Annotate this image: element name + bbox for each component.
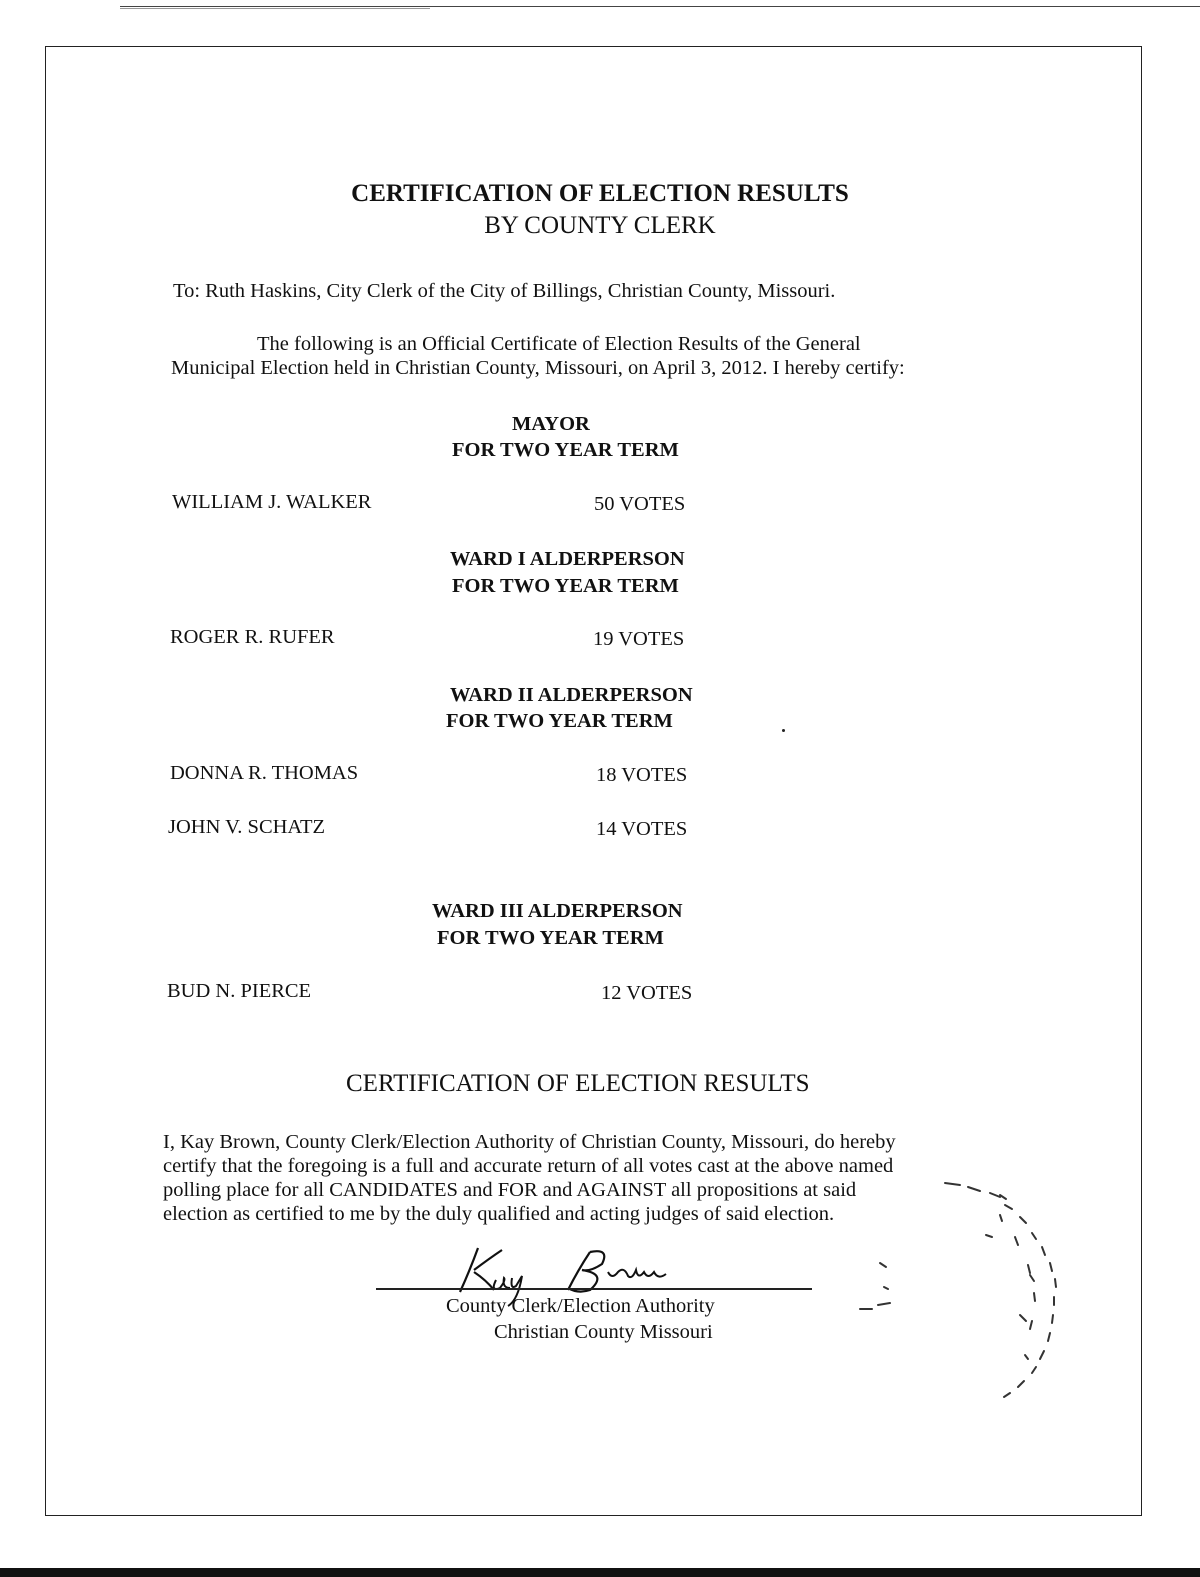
- certification-heading: CERTIFICATION OF ELECTION RESULTS: [346, 1070, 810, 1097]
- race-office-ward-2: WARD II ALDERPERSON: [450, 684, 693, 706]
- scan-edge-top: [120, 6, 1200, 7]
- certification-line-1: I, Kay Brown, County Clerk/Election Authority of Christian County, Missouri, do hereby: [163, 1131, 896, 1153]
- candidate-name: DONNA R. THOMAS: [170, 762, 359, 784]
- race-term-ward-2: FOR TWO YEAR TERM: [446, 710, 673, 732]
- certification-line-3: polling place for all CANDIDATES and FOR and AGAINST all propositions at said: [163, 1179, 857, 1201]
- race-term-ward-1: FOR TWO YEAR TERM: [452, 575, 679, 597]
- candidate-votes: 14 VOTES: [596, 818, 688, 840]
- race-office-mayor: MAYOR: [512, 413, 590, 435]
- scan-edge-top-mark: [120, 8, 430, 9]
- candidate-votes: 12 VOTES: [601, 982, 693, 1004]
- certification-line-2: certify that the foregoing is a full and accurate return of all votes cast at the above named: [163, 1155, 894, 1177]
- candidate-name: JOHN V. SCHATZ: [168, 816, 326, 838]
- candidate-name: WILLIAM J. WALKER: [172, 491, 372, 513]
- embossed-seal: [850, 1175, 1110, 1415]
- race-office-ward-1: WARD I ALDERPERSON: [450, 548, 685, 570]
- document-subtitle: BY COUNTY CLERK: [484, 212, 716, 239]
- intro-line-1: The following is an Official Certificate of Election Results of the General: [257, 333, 861, 355]
- candidate-votes: 18 VOTES: [596, 764, 688, 786]
- signer-title-line-2: Christian County Missouri: [494, 1321, 713, 1343]
- document-title: CERTIFICATION OF ELECTION RESULTS: [351, 180, 849, 207]
- addressee-line: To: Ruth Haskins, City Clerk of the City of Billings, Christian County, Missouri.: [173, 280, 836, 302]
- race-office-ward-3: WARD III ALDERPERSON: [432, 900, 683, 922]
- signature-line: [376, 1288, 812, 1290]
- race-term-mayor: FOR TWO YEAR TERM: [452, 439, 679, 461]
- candidate-votes: 19 VOTES: [593, 628, 685, 650]
- candidate-votes: 50 VOTES: [594, 493, 686, 515]
- speck: [782, 729, 785, 732]
- candidate-name: BUD N. PIERCE: [167, 980, 312, 1002]
- race-term-ward-3: FOR TWO YEAR TERM: [437, 927, 664, 949]
- scan-edge-bottom: [0, 1568, 1200, 1577]
- intro-line-2: Municipal Election held in Christian County, Missouri, on April 3, 2012. I hereby certify:: [171, 357, 905, 379]
- signer-title-line-1: County Clerk/Election Authority: [446, 1295, 715, 1317]
- candidate-name: ROGER R. RUFER: [170, 626, 335, 648]
- certification-line-4: election as certified to me by the duly qualified and acting judges of said election.: [163, 1203, 835, 1225]
